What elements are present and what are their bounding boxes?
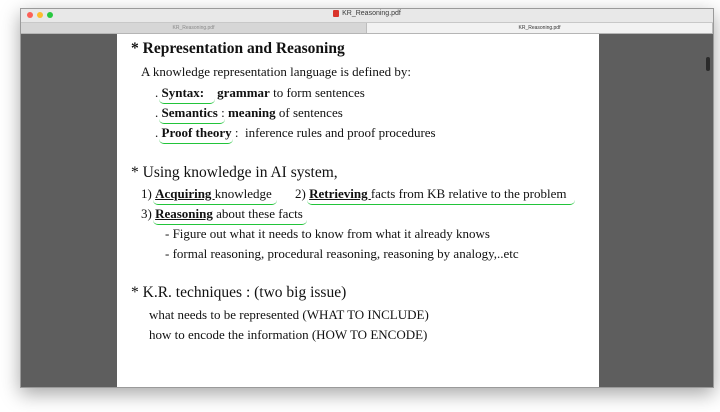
tab-bar [21, 23, 713, 34]
highlight-underline [307, 200, 575, 205]
sub-formal-reasoning: - formal reasoning, procedural reasoning, reasoning by analogy,..etc [165, 246, 519, 261]
strong-meaning: meaning [227, 105, 276, 120]
highlight-underline [153, 220, 307, 225]
sub-figure-out: - Figure out what it needs to know from what it already knows [165, 226, 490, 241]
number: 2) [295, 186, 310, 201]
highlight-underline [159, 99, 215, 104]
number: 1) [141, 186, 156, 201]
intro-text: A knowledge representation language is defined by: [141, 64, 412, 79]
spacer [204, 85, 217, 100]
term-reasoning: Reasoning [155, 206, 213, 221]
pdf-viewer-window [20, 8, 714, 388]
technique-how: how to encode the information (HOW TO ENCODE) [149, 327, 428, 342]
tab-document-2[interactable]: KR_Reasoning.pdf [367, 23, 713, 33]
heading-using-knowledge: * Using knowledge in AI system, [131, 164, 338, 181]
highlight-underline [159, 139, 233, 144]
term-retrieving: Retrieving [309, 186, 371, 201]
bullet: . [155, 105, 162, 120]
use-rest: about these facts [212, 206, 303, 221]
pdf-icon [333, 10, 339, 17]
use-rest: facts from KB relative to the problem [370, 186, 567, 201]
highlight-underline [153, 200, 277, 205]
term-proof-theory: Proof theory [161, 125, 232, 140]
term-acquiring: Acquiring [155, 186, 215, 201]
item-rest: to form sentences [269, 85, 365, 100]
strong-grammar: grammar [217, 85, 270, 100]
spacer: : [231, 125, 246, 140]
scrollbar-thumb[interactable] [706, 57, 710, 71]
bullet: . [155, 85, 162, 100]
heading-representation: * Representation and Reasoning [131, 40, 345, 57]
bullet: . [155, 125, 162, 140]
item-rest: inference rules and proof procedures [245, 125, 436, 140]
item-rest: of sentences [275, 105, 343, 120]
spacer: : [217, 105, 228, 120]
title-bar [21, 9, 713, 23]
pdf-page [117, 34, 599, 387]
term-semantics: Semantics [161, 105, 218, 120]
window-title-text: KR_Reasoning.pdf [342, 10, 401, 17]
heading-kr-techniques: * K.R. techniques : (two big issue) [131, 284, 347, 301]
window-title [21, 10, 713, 17]
number: 3) [141, 206, 156, 221]
term-syntax: Syntax: [161, 85, 205, 100]
tab-document-1[interactable]: KR_Reasoning.pdf [21, 23, 367, 33]
technique-what: what needs to be represented (WHAT TO INCLUDE) [149, 307, 429, 322]
highlight-underline [159, 119, 225, 124]
use-rest: knowledge [214, 186, 272, 201]
